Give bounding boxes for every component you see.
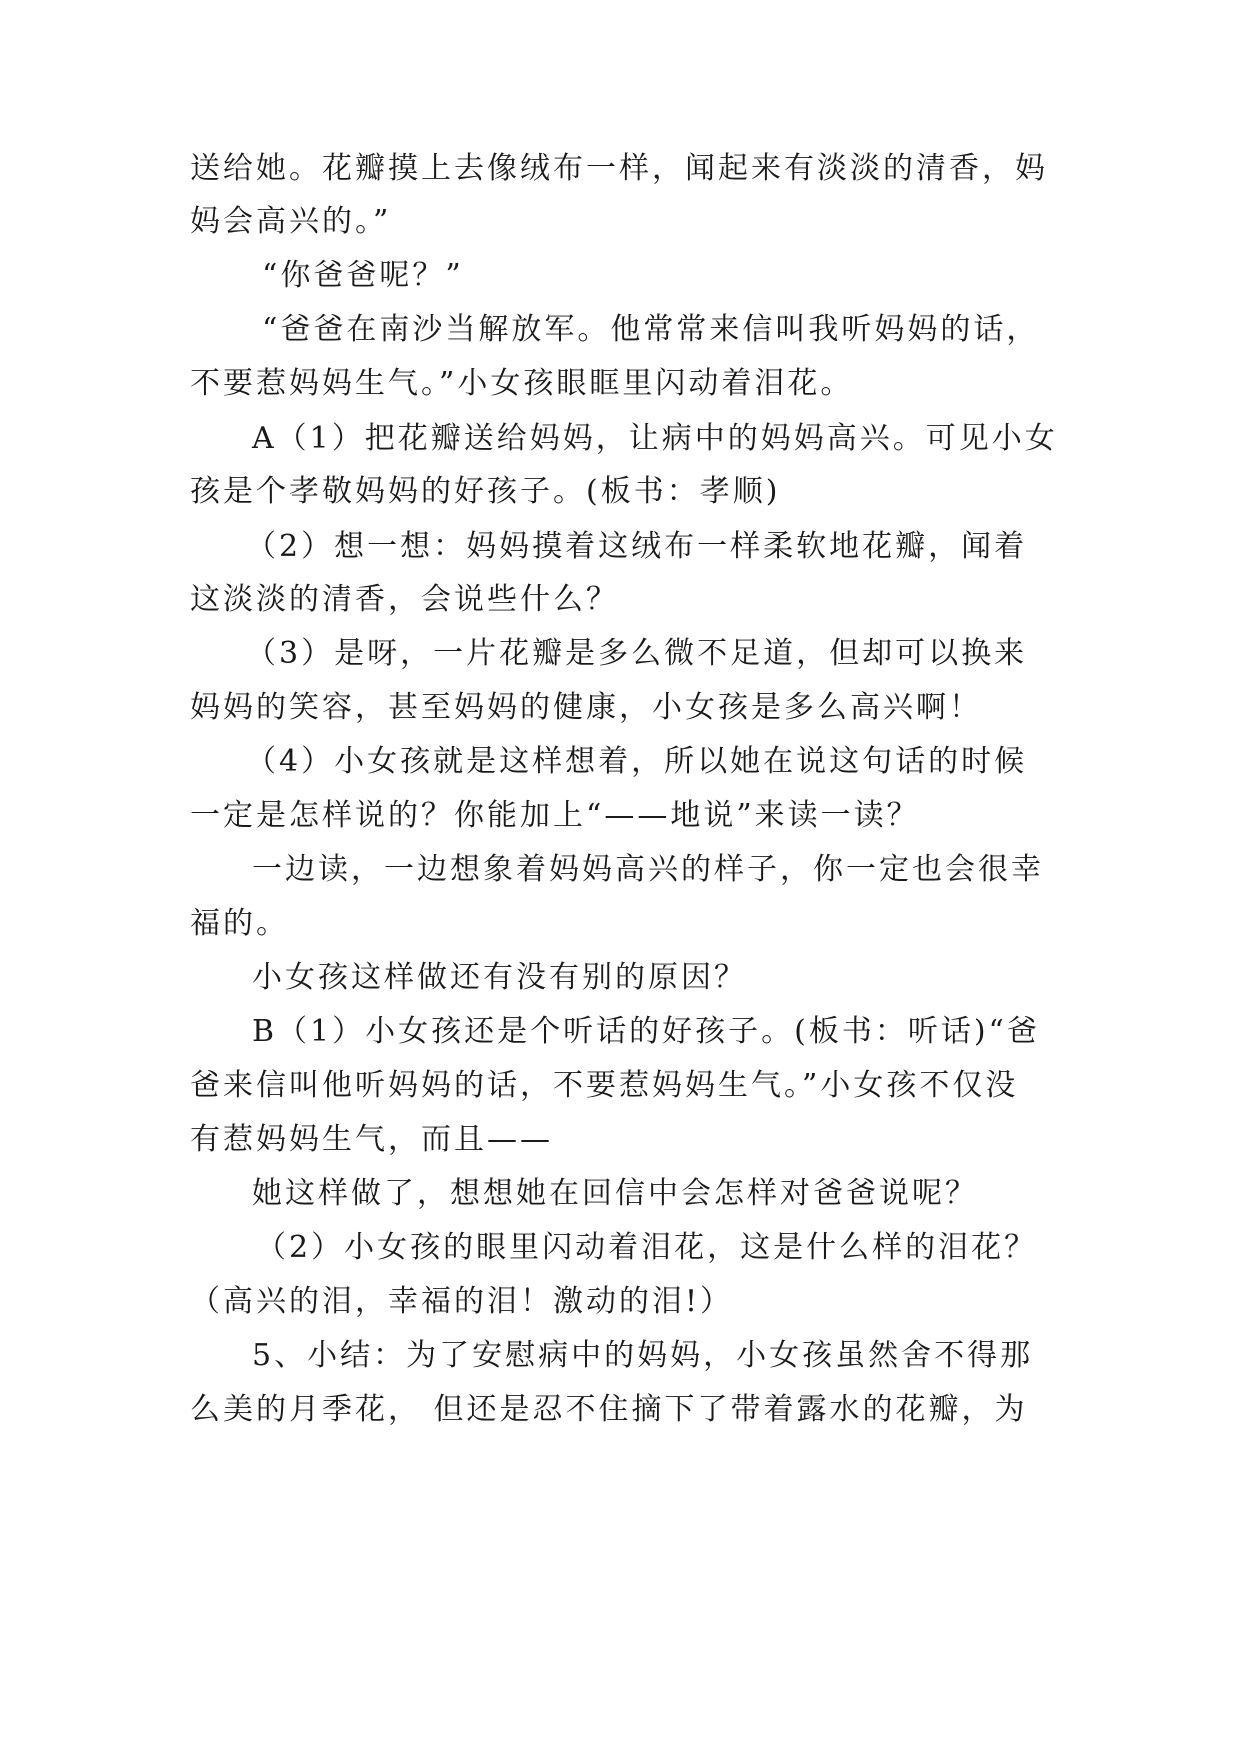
text-line: 不要惹妈妈生气。”小女孩眼眶里闪动着泪花。 [190,366,854,401]
text-line: （高兴的泪，幸福的泪！激动的泪!） [190,1284,734,1319]
text-line: 这淡淡的清香，会说些什么？ [190,582,619,617]
text-line: （2）想一想：妈妈摸着这绒布一样柔软地花瓣，闻着 [246,529,1028,564]
text-line: 福的。 [190,906,289,941]
text-line: 爸来信叫他听妈妈的话，不要惹妈妈生气。”小女孩不仅没 [190,1068,1019,1103]
text-line: （4）小女孩就是这样想着，所以她在说这句话的时候 [246,744,1028,779]
text-line: 妈妈的笑容，甚至妈妈的健康，小女孩是多么高兴啊！ [190,690,982,725]
text-line: 送给她。花瓣摸上去像绒布一样，闻起来有淡淡的清香，妈 [190,151,1048,186]
text-line: 一定是怎样说的？你能加上“——地说”来读一读？ [190,798,920,833]
text-line: （3）是呀，一片花瓣是多么微不足道，但却可以换来 [246,636,1028,671]
text-line: 她这样做了，想想她在回信中会怎样对爸爸说呢？ [252,1176,978,1211]
text-line: B（1）小女孩还是个听话的好孩子。(板书：听话)“爸 [252,1014,1040,1049]
text-line: “爸爸在南沙当解放军。他常常来信叫我听妈妈的话， [262,312,1040,347]
text-line: 妈会高兴的。” [190,204,392,239]
text-line: “你爸爸呢？” [262,258,464,293]
text-line: （2）小女孩的眼里闪动着泪花，这是什么样的泪花？ [256,1230,1038,1265]
text-line: 小女孩这样做还有没有别的原因？ [252,960,747,995]
text-line: 么美的月季花， 但还是忍不住摘下了带着露水的花瓣，为 [190,1392,1028,1427]
text-line: 5、小结：为了安慰病中的妈妈，小女孩虽然舍不得那 [252,1338,1034,1373]
text-line: A（1）把花瓣送给妈妈，让病中的妈妈高兴。可见小女 [252,421,1058,456]
text-line: 有惹妈妈生气，而且—— [190,1122,553,1157]
text-line: 孩是个孝敬妈妈的好孩子。(板书：孝顺) [190,474,781,509]
text-line: 一边读，一边想象着妈妈高兴的样子，你一定也会很幸 [252,852,1044,887]
